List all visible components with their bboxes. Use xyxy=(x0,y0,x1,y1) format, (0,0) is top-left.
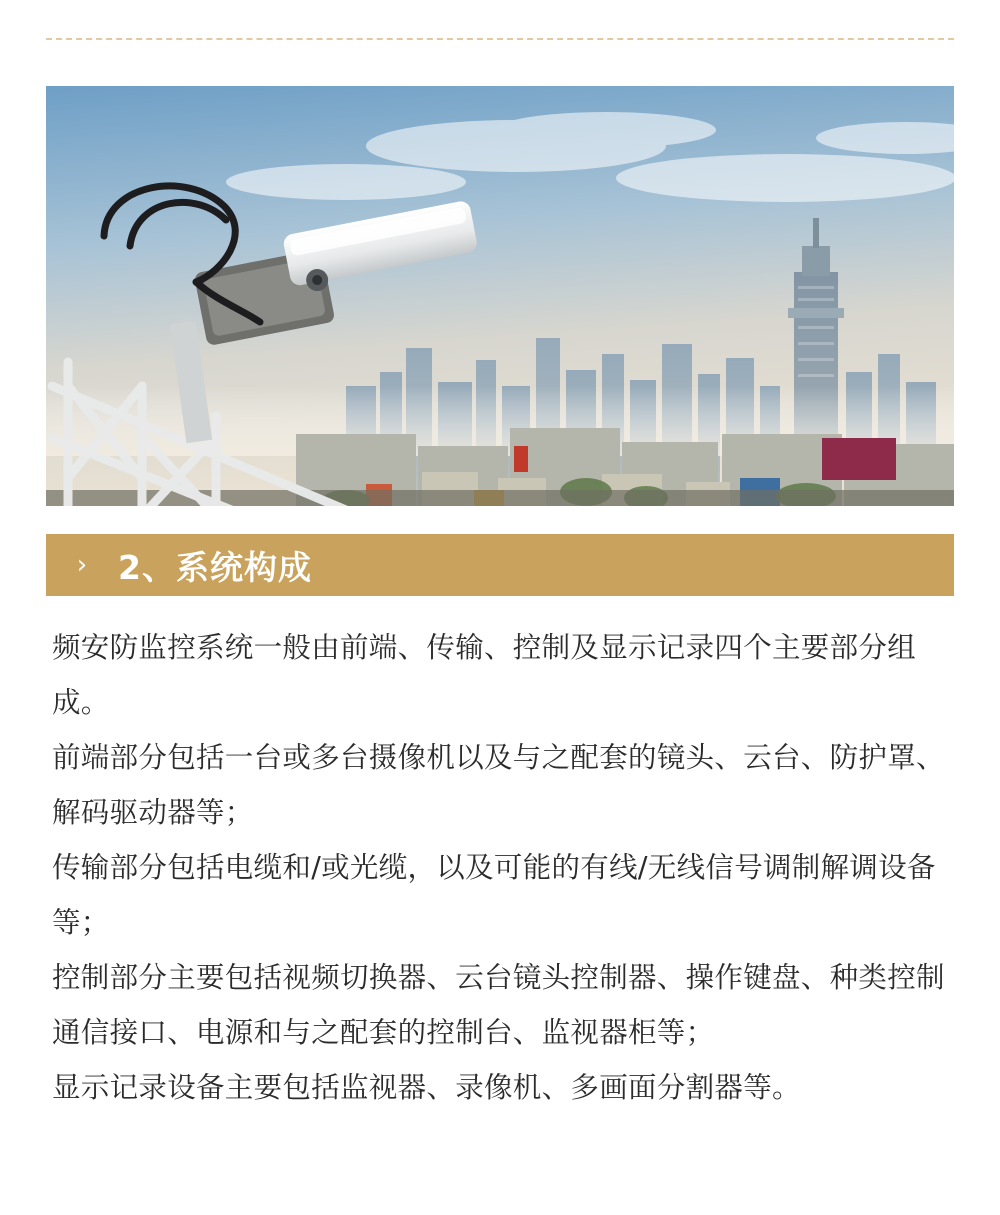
page-title: 2、系统构成 xyxy=(118,547,312,587)
section-heading-bar xyxy=(46,534,954,596)
paragraph-1: 频安防监控系统一般由前端、传输、控制及显示记录四个主要部分组成。 xyxy=(52,631,917,719)
paragraph-4: 控制部分主要包括视频切换器、云台镜头控制器、操作键盘、种类控制通信接口、电源和与之配套的控制台、监视器柜等； xyxy=(52,961,945,1049)
hero-image xyxy=(46,86,954,506)
body-copy xyxy=(52,620,952,1115)
paragraph-2: 前端部分包括一台或多台摄像机以及与之配套的镜头、云台、防护罩、解码驱动器等； xyxy=(52,741,945,829)
paragraph-3: 传输部分包括电缆和/或光缆，以及可能的有线/无线信号调制解调设备等； xyxy=(52,851,936,939)
chevron-right-icon: › xyxy=(76,550,88,580)
paragraph-5: 显示记录设备主要包括监视器、录像机、多画面分割器等。 xyxy=(52,1071,801,1104)
top-divider xyxy=(46,38,954,40)
